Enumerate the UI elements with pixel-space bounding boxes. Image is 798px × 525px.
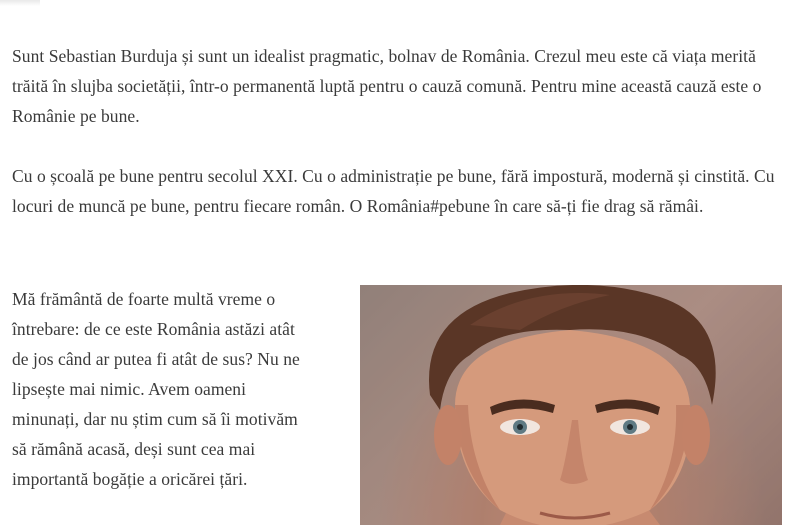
paragraph-question: Mă frământă de foarte multă vreme o întrebare: de ce este România astăzi atât de jos când ar putea fi atât de sus? Nu ne lipsește mai nimic. Avem oameni minunați, dar nu știm cum să îi motivăm să rămână acasă, deși sunt cea mai importantă bogăție a oricărei țări.: [12, 289, 300, 489]
paragraph-vision: Cu o școală pe bune pentru secolul XXI. Cu o administrație pe bune, fără impostură, modernă și cinstită. Cu locuri de muncă pe bune, pentru fiecare român. O România#pebune în care să-ți fie drag să rămâi.: [12, 166, 775, 216]
paragraph-intro: Sunt Sebastian Burduja și sunt un idealist pragmatic, bolnav de România. Crezul meu este că viața merită trăită în slujba societății, într-o permanentă luptă pentru o cauză comună. Pentru mine această cauză este o Românie pe bune.: [12, 46, 762, 126]
portrait-photo: [360, 285, 782, 525]
top-edge-fade: [0, 0, 40, 6]
portrait-illustration: [360, 285, 782, 525]
